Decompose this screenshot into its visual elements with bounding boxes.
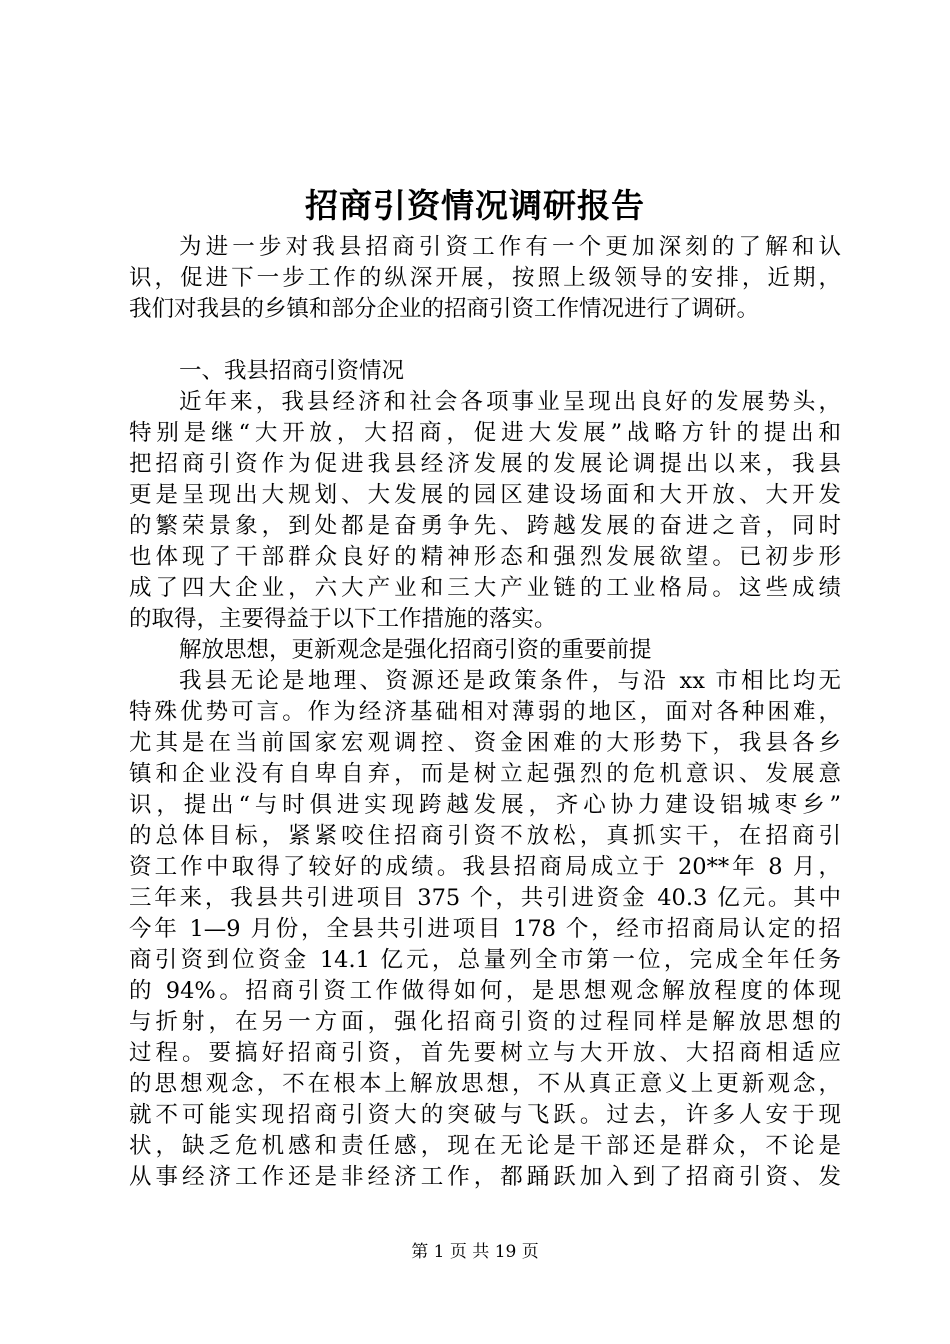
text-line: 特殊优势可言。作为经济基础相对薄弱的地区，面对各种困难， <box>129 699 841 725</box>
text-line: 的取得，主要得益于以下工作措施的落实。 <box>129 606 557 632</box>
text-line: 状，缺乏危机感和责任感，现在无论是干部还是群众，不论是 <box>129 1133 841 1159</box>
text-line: 三年来，我县共引进项目 375 个，共引进资金 40.3 亿元。其中 <box>129 885 841 911</box>
document-title: 招商引资情况调研报告 <box>305 186 645 225</box>
text-line: 资工作中取得了较好的成绩。我县招商局成立于 20**年 8 月， <box>129 854 841 880</box>
text-line: 近年来，我县经济和社会各项事业呈现出良好的发展势头， <box>179 389 841 415</box>
text-line: 识，提出“与时俱进实现跨越发展，齐心协力建设铝城枣乡” <box>129 792 841 818</box>
section-heading <box>129 356 841 387</box>
text-line: 的 94%。招商引资工作做得如何，是思想观念解放程度的体现 <box>129 978 841 1004</box>
text-line: 过程。要搞好招商引资，首先要树立与大开放、大招商相适应 <box>129 1040 841 1066</box>
text-line: 商引资到位资金 14.1 亿元，总量列全市第一位，完成全年任务 <box>129 947 841 973</box>
subsection-heading <box>129 635 841 666</box>
text-line: 更是呈现出大规划、大发展的园区建设场面和大开放、大开发 <box>129 482 841 508</box>
text-line: 把招商引资作为促进我县经济发展的发展论调提出以来，我县 <box>129 451 841 477</box>
page-number-footer: 第 1 页 共 19 页 <box>411 1242 539 1262</box>
text-line: 也体现了干部群众良好的精神形态和强烈发展欲望。已初步形 <box>129 544 841 570</box>
text-line: 的繁荣景象，到处都是奋勇争先、跨越发展的奋进之音，同时 <box>129 513 841 539</box>
text-line: 尤其是在当前国家宏观调控、资金困难的大形势下，我县各乡 <box>129 730 841 756</box>
paragraph-detail <box>129 666 841 1193</box>
paragraph-intro <box>129 232 841 325</box>
paragraph-overview <box>129 387 841 635</box>
text-line: 特别是继“大开放，大招商，促进大发展”战略方针的提出和 <box>129 420 841 446</box>
text-line: 与折射，在另一方面，强化招商引资的过程同样是解放思想的 <box>129 1009 841 1035</box>
text-line: 我们对我县的乡镇和部分企业的招商引资工作情况进行了调研。 <box>129 296 760 322</box>
paragraph-spacer <box>129 325 841 356</box>
document-body <box>129 232 841 1193</box>
text-line: 我县无论是地理、资源还是政策条件，与沿 xx 市相比均无 <box>179 668 841 694</box>
text-line: 成了四大企业，六大产业和三大产业链的工业格局。这些成绩 <box>129 575 841 601</box>
text-line: 一、我县招商引资情况 <box>179 358 405 384</box>
text-line: 的思想观念，不在根本上解放思想，不从真正意义上更新观念， <box>129 1071 841 1097</box>
text-line: 就不可能实现招商引资大的突破与飞跃。过去，许多人安于现 <box>129 1102 841 1128</box>
text-line: 的总体目标，紧紧咬住招商引资不放松，真抓实干，在招商引 <box>129 823 841 849</box>
text-line: 镇和企业没有自卑自弃，而是树立起强烈的危机意识、发展意 <box>129 761 841 787</box>
text-line: 为进一步对我县招商引资工作有一个更加深刻的了解和认 <box>179 234 841 260</box>
text-line: 从事经济工作还是非经济工作，都踊跃加入到了招商引资、发 <box>129 1164 841 1190</box>
text-line: 解放思想，更新观念是强化招商引资的重要前提 <box>179 637 652 663</box>
text-line: 今年 1—9 月份，全县共引进项目 178 个，经市招商局认定的招 <box>129 916 841 942</box>
text-line: 识，促进下一步工作的纵深开展，按照上级领导的安排，近期， <box>129 265 841 291</box>
